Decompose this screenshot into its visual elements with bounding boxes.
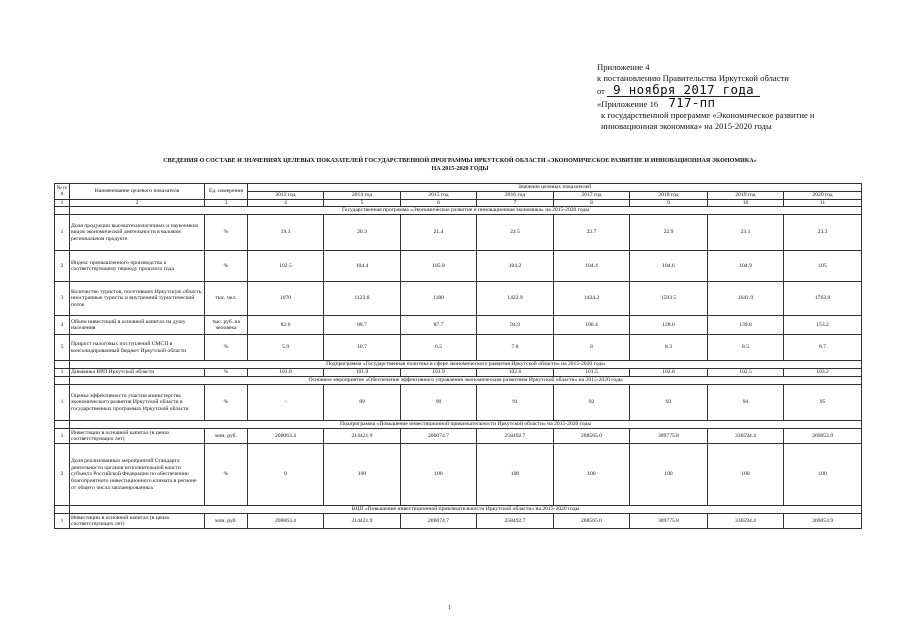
indicator-unit: млн. руб. — [205, 514, 248, 529]
indicator-value: 100 — [784, 444, 862, 506]
indicator-value: 102.6 — [477, 369, 554, 377]
section-title: ВЦП «Повышение инвестиционной привлекательности Иркутской области» на 2015-2020 годы — [70, 506, 862, 514]
indicator-name: Инвестиции в основной капитал (в ценах соответствующих лет) — [70, 514, 205, 529]
indicator-value: 1180 — [401, 282, 477, 316]
table-row — [55, 316, 862, 335]
indicator-value: 94 — [708, 385, 784, 421]
appendix-date: 9 ноября 2017 года — [607, 84, 760, 97]
indicator-value: 94.9 — [477, 316, 554, 335]
section-empty — [55, 506, 70, 514]
document-title-line2: НА 2015-2020 ГОДЫ — [431, 166, 489, 172]
indicator-value: 309775.8 — [630, 514, 708, 529]
indicator-name: Динамика ВРП Иркутской области — [70, 369, 205, 377]
column-number: 4 — [248, 199, 324, 207]
indicator-value: 1070 — [248, 282, 324, 316]
indicator-value: 102.5 — [248, 251, 324, 282]
indicator-value: 100 — [708, 444, 784, 506]
indicator-value: 100 — [554, 444, 630, 506]
table-row — [55, 385, 862, 421]
indicator-value: 7.8 — [477, 335, 554, 361]
row-number: 5 — [55, 335, 70, 361]
column-number: 3 — [205, 199, 248, 207]
indicator-value: 87.7 — [401, 316, 477, 335]
section-title: Основное мероприятие «Обеспечение эффективного управления экономическим развитием Иркутской области» на 2015-2020 годы — [70, 377, 862, 385]
section-title: Подпрограмма «Государственная политика в сфере экономического развития Иркутской области» на 2015-2020 годы — [70, 361, 862, 369]
indicator-value: 19.3 — [248, 215, 324, 251]
header-num: № п/п — [56, 184, 68, 198]
section-row — [55, 207, 862, 215]
indicator-value: 336594.4 — [708, 429, 784, 444]
indicator-unit: тыс. чел. — [205, 282, 248, 316]
table-row — [55, 444, 862, 506]
indicator-value: 104.9 — [708, 251, 784, 282]
indicator-value: 8.3 — [630, 335, 708, 361]
row-number: 1 — [55, 514, 70, 529]
column-number: 2 — [70, 199, 205, 207]
indicator-value: 22.9 — [630, 215, 708, 251]
row-number: 1 — [55, 385, 70, 421]
row-number: 1 — [55, 369, 70, 377]
indicator-value: 8 — [554, 335, 630, 361]
appendix-resolution: к постановлению Правительства Иркутской области — [597, 73, 789, 83]
indicator-value: 200063.4 — [248, 429, 324, 444]
column-number: 8 — [554, 199, 630, 207]
indicator-unit: % — [205, 385, 248, 421]
header-year: 2016 год — [477, 192, 554, 200]
section-empty — [55, 361, 70, 369]
appendix-number: 717-пп — [668, 95, 716, 110]
indicator-name: Оценка эффективности участия министерства экономического развития Иркутской области в государственных программах Иркутской области — [70, 385, 205, 421]
indicator-unit: % — [205, 444, 248, 506]
indicator-value: 336594.4 — [708, 514, 784, 529]
row-number: 1 — [55, 215, 70, 251]
indicator-value: 104.2 — [477, 251, 554, 282]
table-row — [55, 335, 862, 361]
row-number: 1 — [55, 429, 70, 444]
indicator-unit: % — [205, 215, 248, 251]
indicator-value: 153.2 — [784, 316, 862, 335]
indicator-value: 8.7 — [784, 335, 862, 361]
indicator-value: 1434.2 — [554, 282, 630, 316]
row-number: 4 — [55, 316, 70, 335]
header-year: 2017 год — [554, 192, 630, 200]
indicator-unit: % — [205, 335, 248, 361]
table-row — [55, 369, 862, 377]
indicator-value: 8.5 — [708, 335, 784, 361]
indicator-value: 95 — [784, 385, 862, 421]
table-row — [55, 215, 862, 251]
indicator-value: 258492.7 — [477, 514, 554, 529]
table-row — [55, 282, 862, 316]
indicator-value: 1123.8 — [324, 282, 401, 316]
indicator-value: 21.4 — [401, 215, 477, 251]
section-row — [55, 361, 862, 369]
indicator-name: Количество туристов, посетивших Иркутскую область: иностранные туристы и внутренний туристический поток — [70, 282, 205, 316]
header-name: Наименование целевого показателя — [70, 184, 205, 200]
indicator-value: 100 — [630, 444, 708, 506]
appendix-annex-label: «Приложение 16 — [597, 99, 659, 109]
row-number: 2 — [55, 251, 70, 282]
indicator-value: 288565.0 — [554, 514, 630, 529]
indicator-name: Доля реализованных мероприятий Стандарта деятельности органов исполнительной власти субъекта Российской Федерации по обеспечению благоприятного инвестиционного климата в регионе от общего числа запланированных — [70, 444, 205, 506]
indicator-value: 100 — [401, 444, 477, 506]
indicator-value: 258492.7 — [477, 429, 554, 444]
indicator-value: 93 — [630, 385, 708, 421]
indicator-value: 89 — [324, 385, 401, 421]
section-row — [55, 421, 862, 429]
indicator-value: 91 — [477, 385, 554, 421]
document-title-line1: СВЕДЕНИЯ О СОСТАВЕ И ЗНАЧЕНИЯХ ЦЕЛЕВЫХ ПОКАЗАТЕЛЕЙ ГОСУДАРСТВЕННОЙ ПРОГРАММЫ ИРКУТСКОЙ ОБЛАСТИ «ЭКОНОМИЧЕСКОЕ РАЗВИТИЕ И ИННОВАЦИОННАЯ ЭКОНОМИКА» — [163, 158, 757, 164]
appendix-number-row — [597, 97, 832, 110]
column-number: 7 — [477, 199, 554, 207]
indicator-name: Прирост налоговых поступлений СМСП в консолидированный бюджет Иркутской области — [70, 335, 205, 361]
section-empty — [55, 421, 70, 429]
indicator-value: 200063.4 — [248, 514, 324, 529]
indicator-value: 101.9 — [401, 369, 477, 377]
indicator-value: 1593.5 — [630, 282, 708, 316]
indicator-name: Инвестиции в основной капитал (в ценах соответствующих лет) — [70, 429, 205, 444]
document-title — [40, 157, 880, 173]
indicator-value: 102.5 — [708, 369, 784, 377]
section-title: Государственная программа «Экономическое развитие и инновационная экономика» на 2015-2020 годы — [70, 207, 862, 215]
indicator-value: 88.7 — [324, 316, 401, 335]
section-title: Подпрограмма «Повышение инвестиционной привлекательности Иркутской области» на 2015-2020 годы — [70, 421, 862, 429]
indicator-name: Доля продукции высокотехнологичных и наукоемких видов экономической деятельности в валовом региональном продукте — [70, 215, 205, 251]
indicator-value: - — [248, 385, 324, 421]
column-number: 11 — [784, 199, 862, 207]
indicator-value: 369053.9 — [784, 514, 862, 529]
table-row — [55, 429, 862, 444]
indicator-value: 10.7 — [324, 335, 401, 361]
indicator-value: 206074.7 — [401, 429, 477, 444]
section-row — [55, 377, 862, 385]
page-number: 1 — [448, 605, 451, 611]
indicator-value: 101.5 — [554, 369, 630, 377]
appendix-from: от — [597, 86, 605, 96]
indicators-table-body — [55, 184, 862, 529]
indicator-value: 103.2 — [784, 369, 862, 377]
appendix-program: к государственной программе «Экономическое развитие и инновационная экономика» на 2015-2020 годы — [601, 110, 815, 131]
column-number: 10 — [708, 199, 784, 207]
indicator-value: 23.1 — [708, 215, 784, 251]
indicator-value: 139.8 — [708, 316, 784, 335]
row-number: 2 — [55, 444, 70, 506]
indicator-value: 100 — [477, 444, 554, 506]
column-number: 1 — [55, 199, 70, 207]
indicator-value: 92 — [554, 385, 630, 421]
indicator-value: 369053.9 — [784, 429, 862, 444]
indicator-value: 214421.9 — [324, 429, 401, 444]
indicator-value: 100.4 — [554, 316, 630, 335]
indicator-value: 6.5 — [401, 335, 477, 361]
indicator-value: 288565.0 — [554, 429, 630, 444]
header-year: 2019 год — [708, 192, 784, 200]
section-empty — [55, 377, 70, 385]
column-number: 9 — [630, 199, 708, 207]
indicator-value: 100 — [324, 444, 401, 506]
table-row — [55, 514, 862, 529]
indicator-value: 82.6 — [248, 316, 324, 335]
indicator-value: 1641.9 — [708, 282, 784, 316]
indicators-table — [54, 183, 862, 529]
indicator-value: 90 — [401, 385, 477, 421]
indicator-unit: % — [205, 369, 248, 377]
indicator-unit: тыс. руб. на человека — [205, 316, 248, 335]
appendix-block — [597, 62, 832, 132]
indicator-name: Объем инвестиций в основной капитал на душу населения — [70, 316, 205, 335]
indicator-value: 23.3 — [784, 215, 862, 251]
header-year: 2014 год — [324, 192, 401, 200]
column-number: 6 — [401, 199, 477, 207]
table-header-row — [55, 184, 862, 192]
header-year: 2018 год — [630, 192, 708, 200]
indicator-value: 5.9 — [248, 335, 324, 361]
indicator-value: 214421.9 — [324, 514, 401, 529]
indicator-value: 0 — [248, 444, 324, 506]
indicator-value: 128.6 — [630, 316, 708, 335]
header-year: 2015 год — [401, 192, 477, 200]
column-number: 5 — [324, 199, 401, 207]
indicator-unit: % — [205, 251, 248, 282]
indicator-value: 1422.9 — [477, 282, 554, 316]
indicator-value: 105.8 — [401, 251, 477, 282]
header-unit: Ед. измерения — [205, 184, 248, 200]
indicator-value: 102.8 — [630, 369, 708, 377]
section-empty — [55, 207, 70, 215]
indicator-value: 309775.8 — [630, 429, 708, 444]
indicator-value: 1763.9 — [784, 282, 862, 316]
indicator-value: 104.4 — [324, 251, 401, 282]
indicator-value: 206074.7 — [401, 514, 477, 529]
table-column-numbers-row — [55, 199, 862, 207]
indicator-value: 104.6 — [630, 251, 708, 282]
row-number: 3 — [55, 282, 70, 316]
indicator-value: 104.4 — [554, 251, 630, 282]
indicator-value: 20.3 — [324, 215, 401, 251]
table-row — [55, 251, 862, 282]
indicator-name: Индекс промышленного производства к соответствующему периоду прошлого года — [70, 251, 205, 282]
header-year: 2013 год — [248, 192, 324, 200]
indicator-value: 101.9 — [324, 369, 401, 377]
indicator-value: 101.8 — [248, 369, 324, 377]
indicator-value: 22.7 — [554, 215, 630, 251]
appendix-title: Приложение 4 — [597, 62, 650, 72]
header-year: 2020 год — [784, 192, 862, 200]
indicator-value: 22.5 — [477, 215, 554, 251]
indicator-unit: млн. руб. — [205, 429, 248, 444]
header-values: Значение целевых показателей — [248, 184, 862, 192]
indicator-value: 105 — [784, 251, 862, 282]
section-row — [55, 506, 862, 514]
